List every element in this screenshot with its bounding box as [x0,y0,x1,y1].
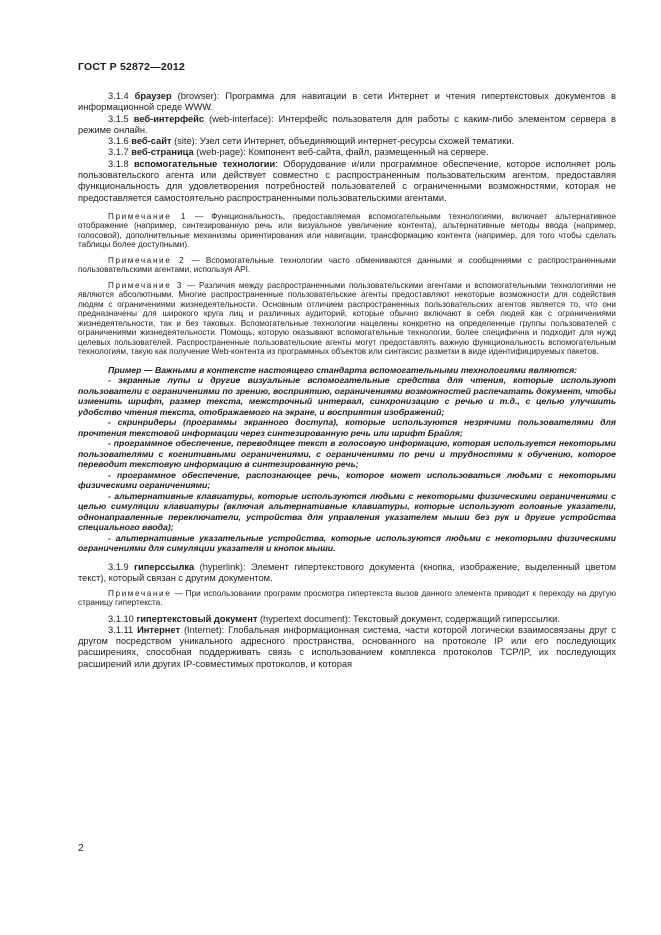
term: браузер [134,91,172,101]
definition-web-interface: 3.1.5 веб-интерфейс (web-interface): Интерфейс пользователя для работы с каким-либо элементом сервера в режиме онлайн. [78,113,616,135]
document-header: ГОСТ Р 52872—2012 [78,61,186,73]
term: веб-интерфейс [133,113,205,124]
definition-assistive-technologies: 3.1.8 вспомогательные технологии: Оборудование и/или программное обеспечение, которое исполняет роль пользовательского агента или действует совместно с распространенным пользовательским агентом, предоставляя функциональность для удовлетворения потребностей пользователей с ограниченными возможностями, которая не предоставляется самостоятельно распространенными пользовательскими агентами. [78,158,617,203]
example-item: - программное обеспечение, переводящее текст в голосовую информацию, которая используется некоторыми пользователями с когнитивными ограничениями, с ограничениями по речи и трудностями к обучению, которое переводит текстовую информацию в синтезированную речь; [78,438,616,470]
example-item: - экранные лупы и другие визуальные вспомогательные средства для чтения, которые используют пользователи с ограничениями по зрению, восприятию, ограничениями возможностей распечатать документ, чтобы изменить шрифт, размер текста, межстрочный интервал, синхронизацию с речью и т.д., с целью улучшить удобство чтения текста, отображаемого на экране, и восприятия изображений; [78,375,616,417]
note-2: Примечание 2 — Вспомогательные технологии часто обмениваются данными и сообщениями с распространенными пользовательскими агентами, используя API. [78,255,617,275]
note-hyperlink: Примечание — При использовании программ просмотра гипертекста вызов данного элемента приводит к переходу на другую страницу гипертекста. [78,588,616,608]
term: вспомогательные технологии [133,158,276,169]
definition-browser: 3.1.4 браузер (browser): Программа для навигации в сети Интернет и чтения гипертекстовых документов в информационной среде WWW. [78,91,616,113]
example-item: - альтернативные указательные устройства, которые используются людьми с некоторыми физическими ограничениями для симуляции указателя и кнопок мыши. [78,532,616,554]
example-item: - скринридеры (программы экранного доступа), которые используются незрячими пользователями для прочтения текстовой информации через синтезированную речь или шрифт Брайля; [78,417,616,438]
note-3: Примечание 3 — Различия между распространенными пользовательскими агентами и вспомогательными технологиями не являются абсолютными. Многие распространенные пользовательские агенты предоставляют некоторые возможности для содействия людям с ограничениями жизнедеятельности. Основным отличием распространенных пользовательских агентов является то, что они предназначены для широкого круга лиц и различных аудиторий, которые обычно включают в себя людей как с ограничениями жизнедеятельности, так и без таковых. Вспомогательные технологии нацелены конкретно на определенные группы пользователей с ограничениями жизнедеятельности. Помощь, которую оказывают вспомогательные технологии, более специфична и подходит для нужд целевых пользователей. Распространенные пользовательские агенты могут предоставлять важную функциональность вспомогательным технологиям, такую как получение Web-контента из программных объектов или синтаксис разметки в виде идентифицируемых пакетов. [78,280,617,357]
document-body [78,91,616,670]
example-intro: Пример — Важными в контексте настоящего стандарта вспомогательными технологиями являются: [108,364,578,375]
term: гипертекстовый документ [136,613,258,624]
example-item: - альтернативные клавиатуры, которые используются людьми с некоторыми физическими ограничениями с целью симуляции клавиатуры (включая альтернативные клавиатуры, которые используют головные указатели, однонаправленные переключатели, устройства для управления указателем мыши без рук и другие устройства специального ввода); [78,490,616,533]
definition-internet: 3.1.11 Интернет (Internet): Глобальная информационная система, части которой логически взаимосвязаны друг с другом посредством уникального адресного пространства, основанного на протоколе IP или его последующих расширениях, способная поддерживать связь с использованием комплекса протоколов TCP/IP, их последующих расширений или других IP-совместимых протоколов, и которая [78,624,616,669]
term: Интернет [137,624,181,635]
definition-web-site: 3.1.6 веб-сайт (site): Узел сети Интернет, объединяющий интернет-ресурсы схожей тематики. [108,136,515,147]
term: гиперссылка [134,561,195,572]
example-item: - программное обеспечение, распознающее речь, которое может использоваться людьми с некоторыми физическими ограничениями; [78,469,616,491]
definition-hyperlink: 3.1.9 гиперссылка (hyperlink): Элемент гипертекстового документа (кнопка, изображение, выделенный цветом текст), который связан с другим документом. [78,561,616,584]
term: веб-сайт [131,136,172,147]
term: веб-страница [131,147,194,158]
definition-hypertext-document: 3.1.10 гипертекстовый документ (hypertext document): Текстовый документ, содержащий гиперссылки. [108,613,560,624]
definition-web-page: 3.1.7 веб-страница (web-page): Компонент веб-сайта, файл, размещенный на сервере. [108,147,489,158]
note-1: Примечание 1 — Функциональность, предоставляемая вспомогательными технологиями, включает альтернативное отображение (например, синтезированную речь или визуальное увеличение контента), альтернативные методы ввода (например, голосовой), дополнительные механизмы ориентирования или навигации, трансформацию контента (например, для того чтобы сделать таблицы более доступными). [78,211,616,250]
page-number: 2 [78,843,84,854]
